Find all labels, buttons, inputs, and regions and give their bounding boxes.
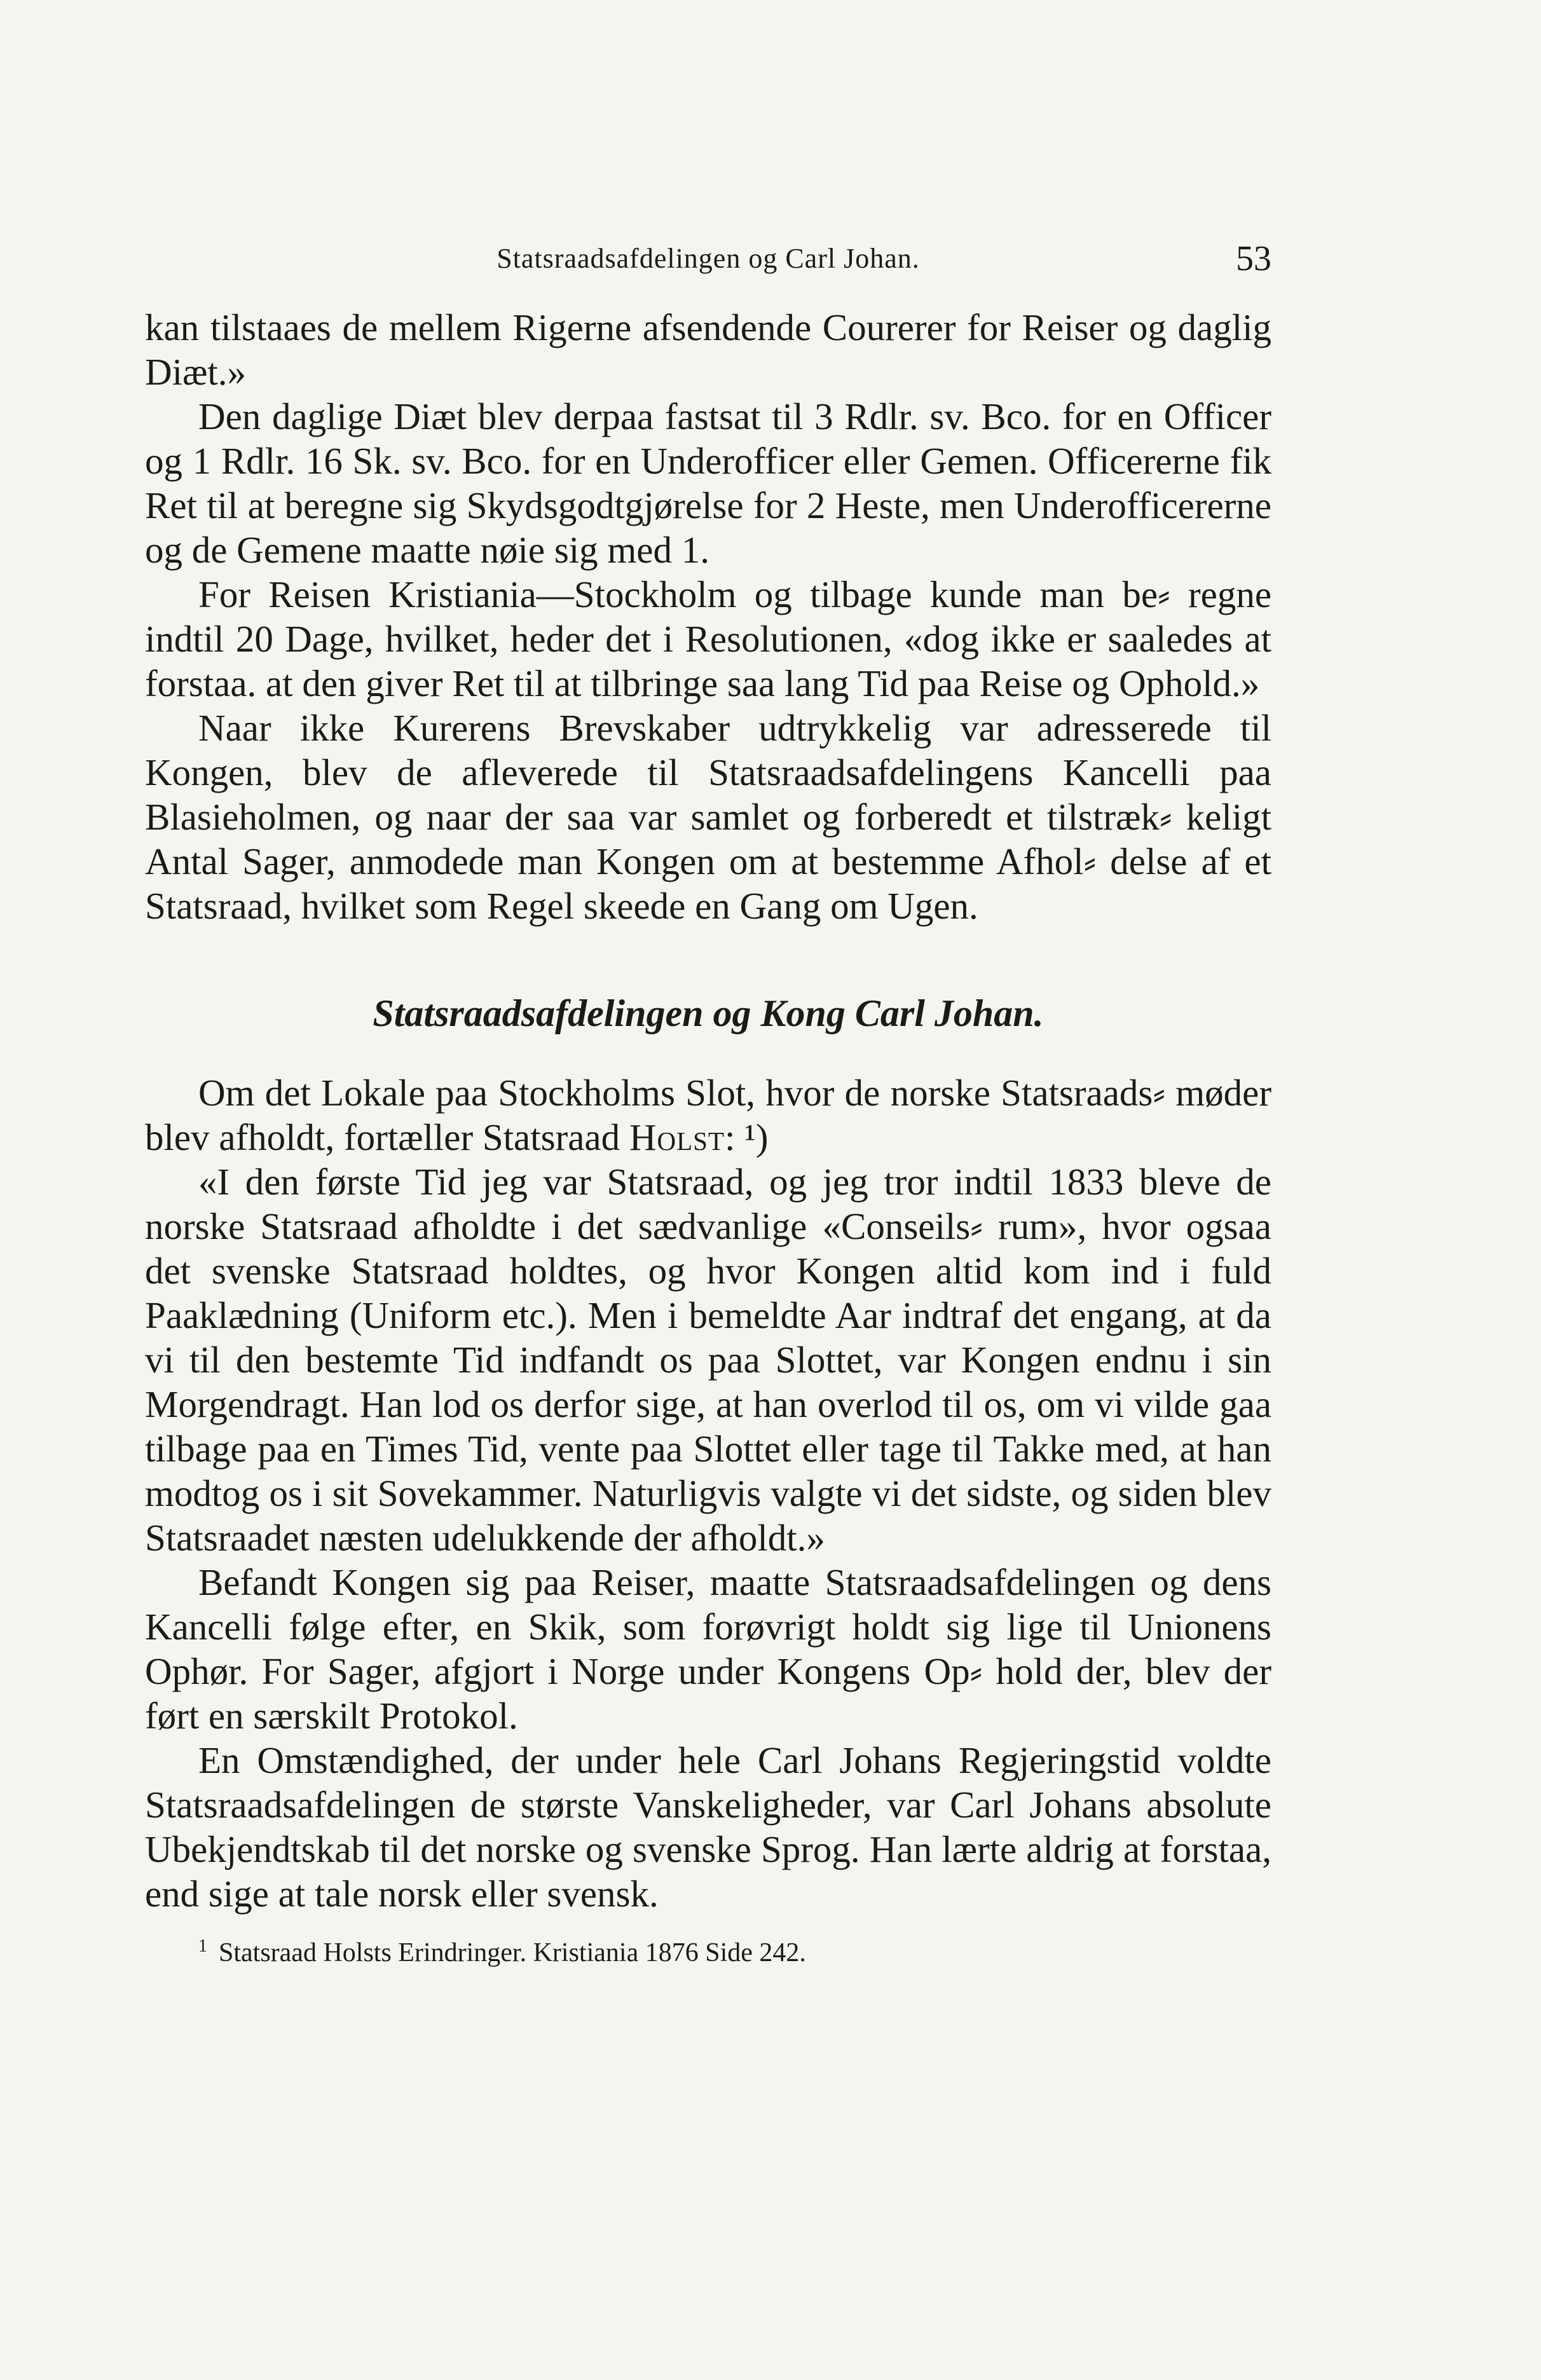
paragraph-travel-days: For Reisen Kristiania—Stockholm og tilbage kunde man be⸗ regne indtil 20 Dage, hvilket, heder det i Resolutionen, «dog ikke er saaledes at forstaa. at den giver Ret til at tilbringe saa lang Tid paa Reise og Ophold.» [145, 573, 1271, 704]
paragraph-daily-allowance: Den daglige Diæt blev derpaa fastsat til 3 Rdlr. sv. Bco. for en Officer og 1 Rdlr. 16 Sk. sv. Bco. for en Underofficer eller Gemen. Officererne fik Ret til at beregne sig Skydsgodtgjørelse for 2 Heste, men Underofficererne og de Gemene maatte nøie sig med 1. [145, 395, 1271, 571]
footnote-text: Statsraad Holsts Erindringer. Kristiania 1876 Side 242. [219, 1938, 806, 1967]
paragraph-continuation: kan tilstaaes de mellem Rigerne afsendende Courerer for Reiser og daglig Diæt.» [145, 306, 1271, 393]
paragraph-stockholm-premises [145, 1070, 1271, 1159]
running-head [145, 236, 1271, 281]
paragraph-text: Om det Lokale paa Stockholms Slot, hvor de norske Statsraads⸗ møder blev afholdt, fortæller Statsraad [145, 1072, 1271, 1158]
paragraph-holst-quote: «I den første Tid jeg var Statsraad, og jeg tror indtil 1833 bleve de norske Statsraad afholdte i det sædvanlige «Conseils⸗ rum», hvor ogsaa det svenske Statsraad holdtes, og hvor Kongen altid kom ind i fuld Paaklædning (Uniform etc.). Men i bemeldte Aar indtraf det engang, at da vi til den bestemte Tid indfandt os paa Slottet, var Kongen endnu i sin Morgendragt. Han lod os derfor sige, at han overlod til os, om vi vilde gaa tilbage paa en Times Tid, vente paa Slottet eller tage til Takke med, at han modtog os i sit Sovekammer. Naturligvis valgte vi det sidste, og siden blev Statsraadet næsten udelukkende der afholdt.» [145, 1161, 1271, 1559]
paragraph-language-difficulty: En Omstændighed, der under hele Carl Johans Regjeringstid voldte Statsraadsafdelingen de største Vanskeligheder, var Carl Johans absolute Ubekjendtskab til det norske og svenske Sprog. Han lærte aldrig at forstaa, end sige at tale norsk eller svensk. [145, 1739, 1271, 1915]
paragraph-courier-letters: Naar ikke Kurerens Brevskaber udtrykkelig var adresserede til Kongen, blev de afleverede til Statsraadsafdelingens Kancelli paa Blasieholmen, og naar der saa var samlet og forberedt et tilstræk⸗ keligt Antal Sager, anmodede man Kongen om at bestemme Afhol⸗ delse af et Statsraad, hvilket som Regel skeede en Gang om Ugen. [145, 707, 1271, 927]
footnote [145, 1929, 1271, 1971]
running-title: Statsraadsafdelingen og Carl Johan. [497, 243, 920, 274]
footnote-reference: : ¹) [724, 1116, 769, 1158]
paragraph-king-travels: Befandt Kongen sig paa Reiser, maatte Statsraadsafdelingen og dens Kancelli følge efter, en Skik, som forøvrigt holdt sig lige til Unionens Ophør. For Sager, afgjort i Norge under Kongens Op⸗ hold der, blev der ført en særskilt Protokol. [145, 1561, 1271, 1737]
footnote-marker: 1 [198, 1936, 207, 1956]
section-heading: Statsraadsafdelingen og Kong Carl Johan. [373, 992, 1044, 1034]
page-number: 53 [1236, 239, 1271, 278]
author-name: Holst [629, 1116, 725, 1158]
body-text [145, 305, 1271, 1971]
